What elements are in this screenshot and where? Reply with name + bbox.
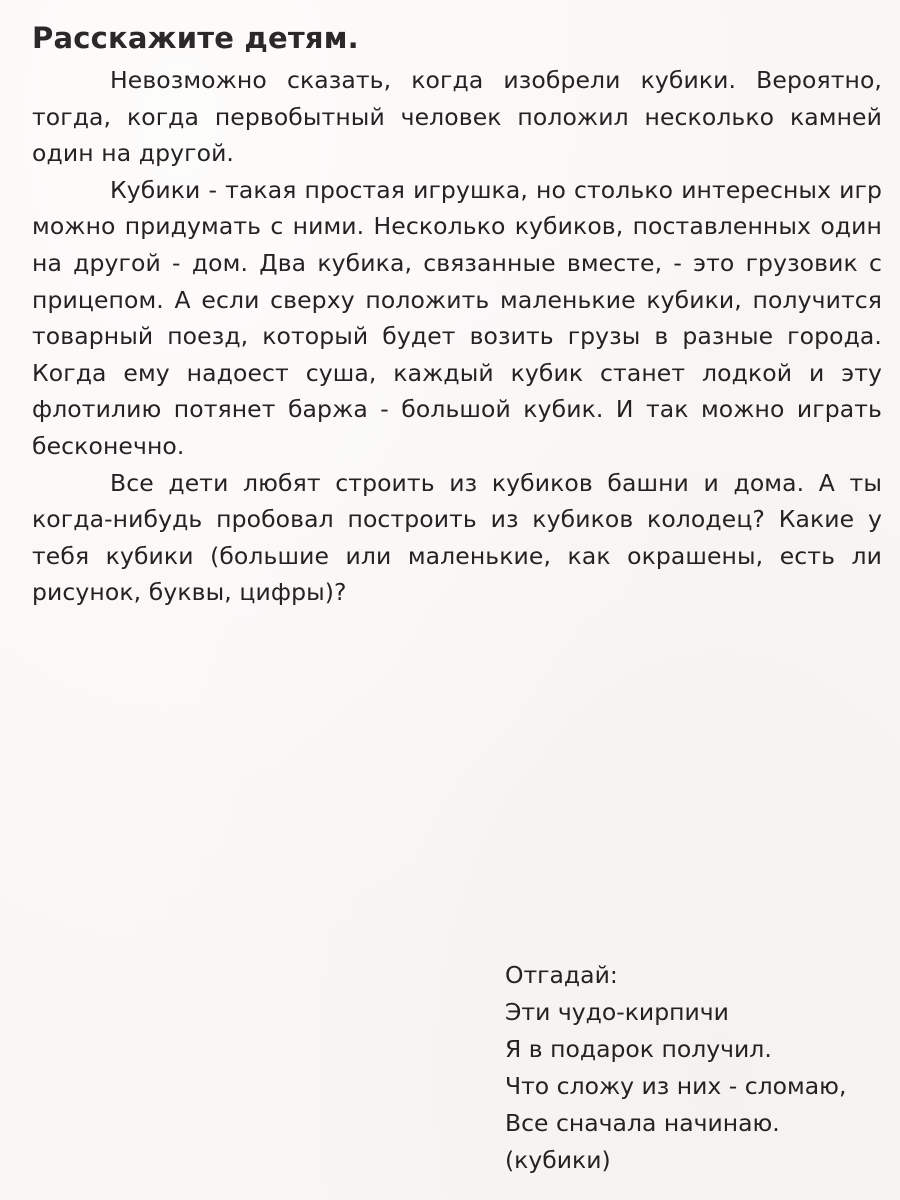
riddle-line: Я в подарок получил. (505, 1035, 772, 1063)
page-title: Расскажите детям. (32, 21, 359, 55)
story-text (32, 62, 882, 611)
riddle-block (505, 957, 885, 1179)
story-paragraph: Кубики - такая простая игрушка, но столько интересных игр можно придумать с ними. Несколько кубиков, поставленных один на другой - дом. Два кубика, связанные вместе, - это грузовик с прицепом. А если сверху положить маленькие кубики, получится товарный поезд, который будет возить грузы в разные города. Когда ему надоест суша, каждый кубик станет лодкой и эту флотилию потянет баржа - большой кубик. И так можно играть бесконечно. (32, 175, 882, 460)
riddle-line: Эти чудо-кирпичи (505, 998, 729, 1026)
riddle-answer: (кубики) (505, 1146, 611, 1174)
story-paragraph: Все дети любят строить из кубиков башни и дома. А ты когда-нибудь пробовал построить из кубиков колодец? Какие у тебя кубики (большие или маленькие, как окрашены, есть ли рисунок, буквы, цифры)? (32, 468, 882, 607)
riddle-label: Отгадай: (505, 961, 618, 989)
riddle-line: Что сложу из них - сломаю, (505, 1072, 847, 1100)
story-paragraph: Невозможно сказать, когда изобрели кубики. Вероятно, тогда, когда первобытный человек положил несколько камней один на другой. (32, 66, 882, 168)
riddle-line: Все сначала начинаю. (505, 1109, 780, 1137)
